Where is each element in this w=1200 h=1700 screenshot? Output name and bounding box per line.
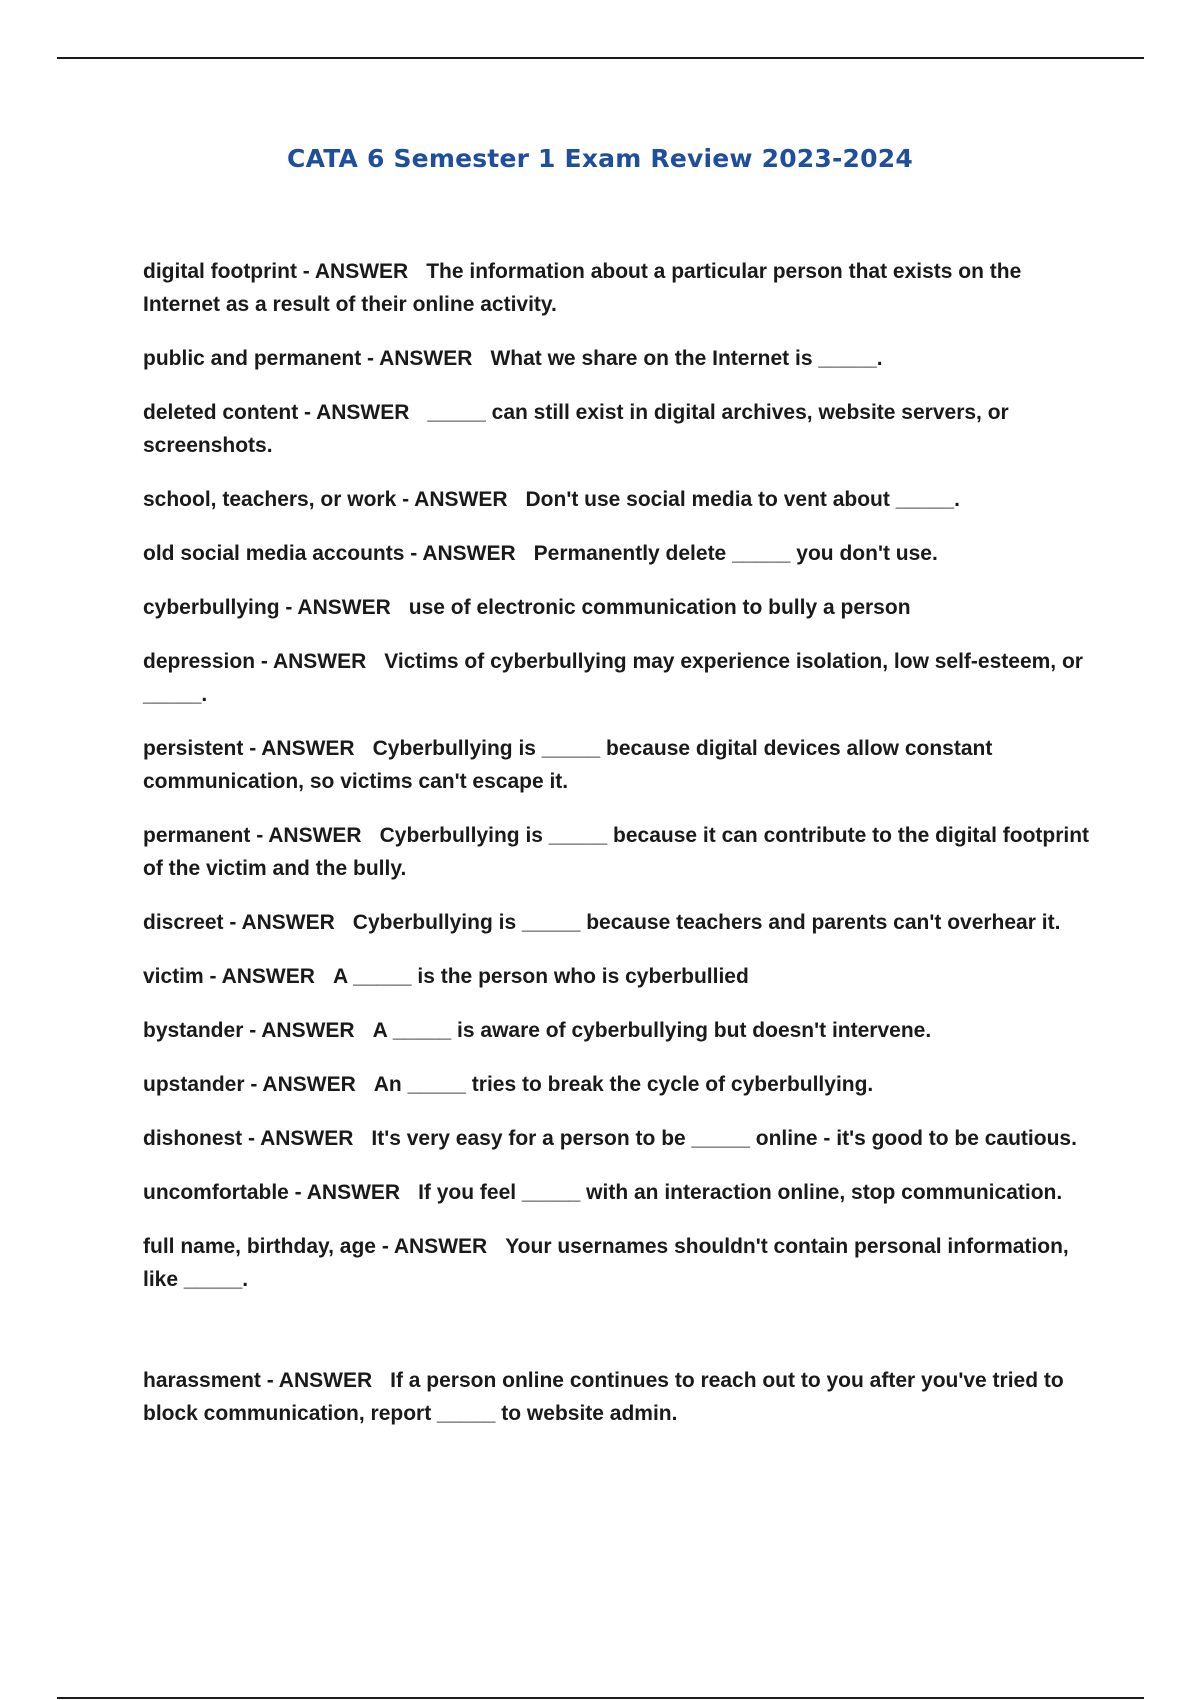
qa-item xyxy=(143,1122,1093,1155)
qa-term: digital footprint - xyxy=(143,260,315,283)
qa-term: victim - xyxy=(143,965,222,988)
qa-item xyxy=(143,645,1093,711)
qa-definition: Your usernames shouldn't contain personal information, like _____. xyxy=(143,1235,1069,1291)
qa-term: uncomfortable - xyxy=(143,1181,307,1204)
qa-item xyxy=(143,960,1093,993)
qa-definition: Cyberbullying is _____ because digital devices allow constant communication, so victims can't escape it. xyxy=(143,737,993,793)
qa-term: depression - xyxy=(143,650,273,673)
qa-definition: A _____ is the person who is cyberbullied xyxy=(332,965,749,988)
qa-definition: The information about a particular person that exists on the Internet as a result of their online activity. xyxy=(143,260,1022,316)
qa-item xyxy=(143,483,1093,516)
qa-term: bystander - xyxy=(143,1019,261,1042)
qa-item xyxy=(143,906,1093,939)
qa-term: dishonest - xyxy=(143,1127,260,1150)
answer-label: ANSWER xyxy=(379,347,473,370)
answer-label: ANSWER xyxy=(306,1181,401,1204)
qa-term: upstander - xyxy=(143,1073,262,1096)
answer-label: ANSWER xyxy=(422,542,516,565)
qa-term: deleted content - xyxy=(143,401,316,424)
answer-label: ANSWER xyxy=(414,488,508,511)
qa-definition: It's very easy for a person to be _____ online - it's good to be cautious. xyxy=(371,1127,1077,1150)
answer-label: ANSWER xyxy=(316,401,410,424)
qa-definition: _____ can still exist in digital archives, website servers, or screenshots. xyxy=(143,401,1009,457)
qa-item xyxy=(143,819,1093,885)
qa-item xyxy=(143,591,1093,624)
answer-label: ANSWER xyxy=(268,824,362,847)
answer-label: ANSWER xyxy=(314,260,409,283)
qa-definition: If you feel _____ with an interaction online, stop communication. xyxy=(418,1181,1063,1204)
answer-label: ANSWER xyxy=(272,650,367,673)
answer-label: ANSWER xyxy=(278,1369,373,1392)
document-title: CATA 6 Semester 1 Exam Review 2023-2024 xyxy=(287,144,913,173)
answer-label: ANSWER xyxy=(260,1127,354,1150)
qa-term: old social media accounts - xyxy=(143,542,422,565)
qa-definition: Victims of cyberbullying may experience isolation, low self-esteem, or _____. xyxy=(143,650,1083,706)
qa-definition: Cyberbullying is _____ because teachers and parents can't overhear it. xyxy=(352,911,1061,934)
qa-item xyxy=(143,342,1093,375)
qa-definition: use of electronic communication to bully a person xyxy=(408,596,911,619)
qa-term: permanent - xyxy=(143,824,268,847)
qa-term: cyberbullying - xyxy=(143,596,297,619)
qa-term: harassment - xyxy=(143,1369,279,1392)
answer-label: ANSWER xyxy=(221,965,315,988)
answer-label: ANSWER xyxy=(261,737,355,760)
top-rule xyxy=(57,57,1144,59)
qa-item xyxy=(143,255,1093,321)
qa-item xyxy=(143,732,1093,798)
answer-label: ANSWER xyxy=(241,911,335,934)
qa-term: school, teachers, or work - xyxy=(143,488,414,511)
qa-definition: An _____ tries to break the cycle of cyberbullying. xyxy=(373,1073,874,1096)
qa-definition: Permanently delete _____ you don't use. xyxy=(533,542,938,565)
answer-label: ANSWER xyxy=(261,1019,355,1042)
qa-item xyxy=(143,537,1093,570)
qa-term: public and permanent - xyxy=(143,347,379,370)
qa-item xyxy=(143,1230,1093,1296)
qa-term: full name, birthday, age - xyxy=(143,1235,394,1258)
qa-definition: Don't use social media to vent about _____. xyxy=(525,488,960,511)
qa-definition: If a person online continues to reach out to you after you've tried to block communication, report _____ to website admin. xyxy=(143,1369,1064,1425)
qa-item xyxy=(143,1176,1093,1209)
qa-item xyxy=(143,1364,1093,1430)
qa-item xyxy=(143,396,1093,462)
answer-label: ANSWER xyxy=(297,596,391,619)
qa-definition: What we share on the Internet is _____. xyxy=(490,347,883,370)
bottom-rule xyxy=(57,1697,1144,1699)
qa-definition: Cyberbullying is _____ because it can contribute to the digital footprint of the victim and the bully. xyxy=(143,824,1090,880)
answer-label: ANSWER xyxy=(262,1073,356,1096)
qa-list xyxy=(143,255,1093,1451)
qa-item xyxy=(143,1068,1093,1101)
qa-definition: A _____ is aware of cyberbullying but doesn't intervene. xyxy=(372,1019,932,1042)
qa-term: persistent - xyxy=(143,737,261,760)
qa-term: discreet - xyxy=(143,911,241,934)
answer-label: ANSWER xyxy=(393,1235,488,1258)
qa-item xyxy=(143,1014,1093,1047)
